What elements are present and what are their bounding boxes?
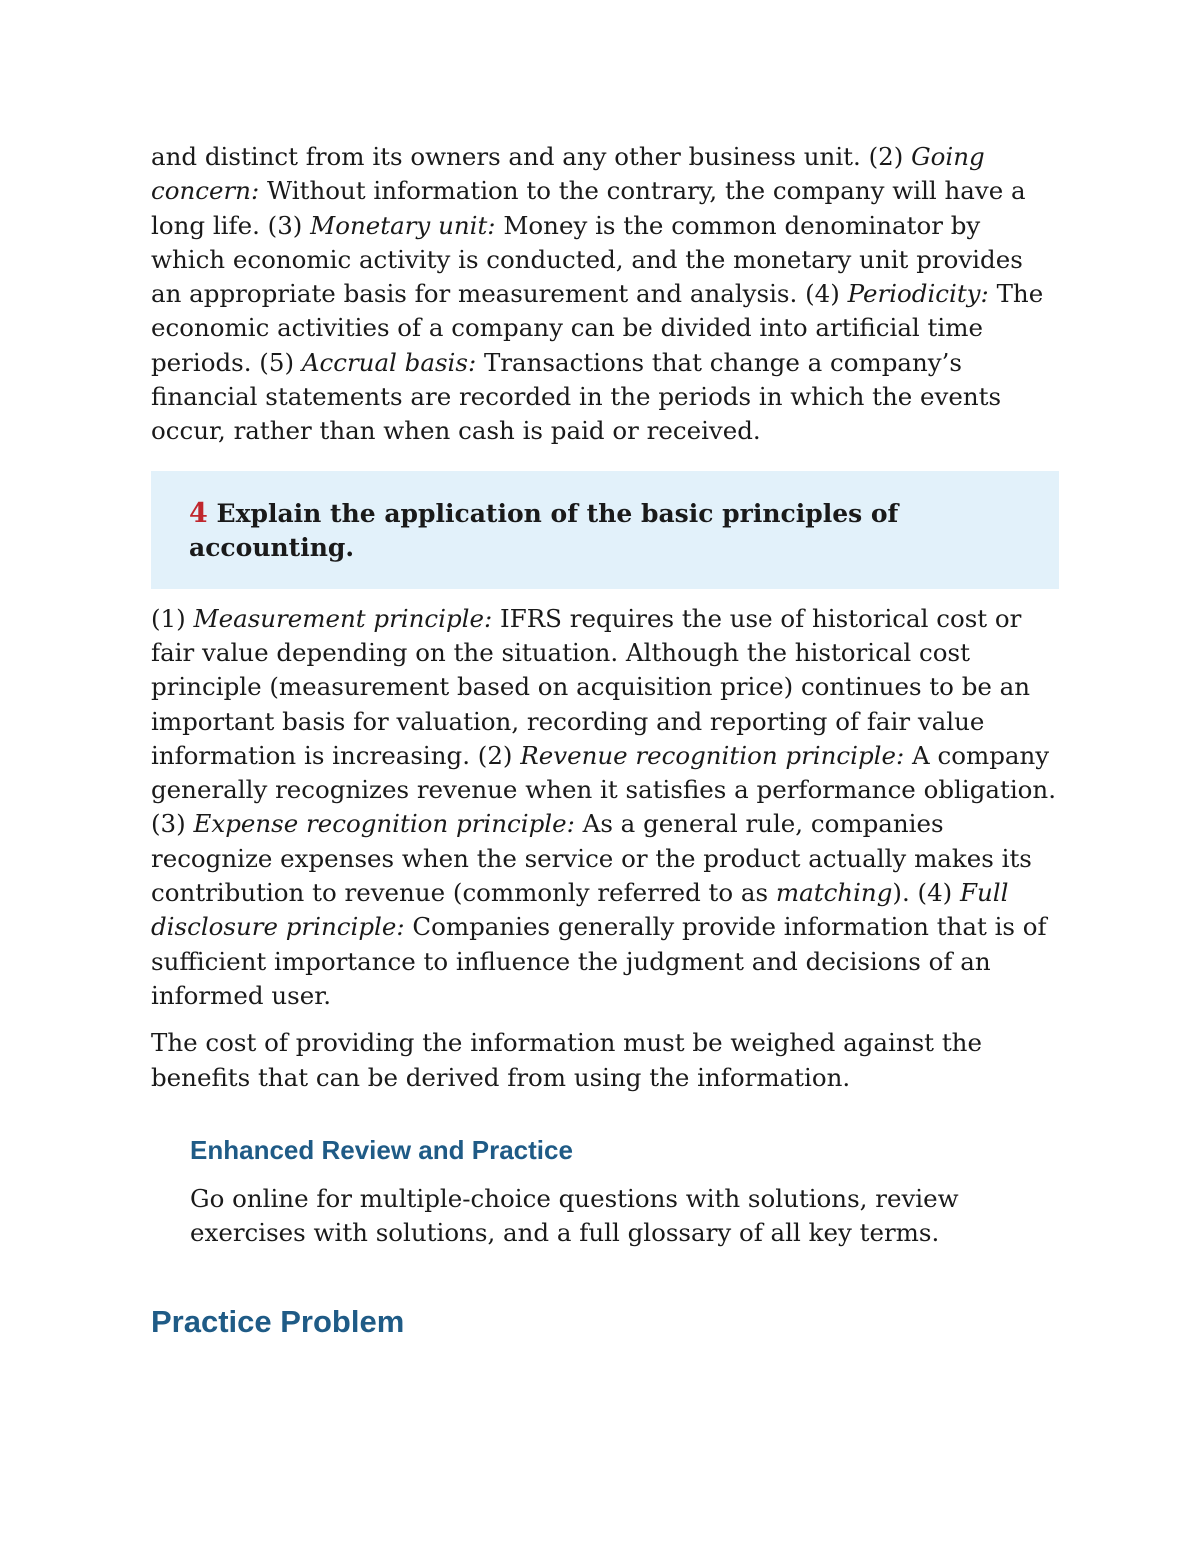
text-run: Money is the common denominator by which economic activity is conducted, and the monetary unit provides an appropriate basis for measurement and analysis. (4)	[151, 210, 1023, 309]
term-measurement-principle: Measurement principle:	[193, 603, 493, 633]
text-run: A company generally recognizes revenue when it satisfies a performance obligation. (3)	[151, 740, 1056, 839]
page-content	[151, 140, 1059, 1342]
term-periodicity: Periodicity:	[847, 279, 989, 309]
text-run: Without information to the contrary, the company will have a long life. (3)	[151, 176, 1026, 240]
assumptions-paragraph	[151, 140, 1059, 449]
review-heading: Enhanced Review and Practice	[190, 1134, 573, 1165]
term-accrual-basis: Accrual basis:	[301, 347, 477, 377]
cost-constraint-paragraph: The cost of providing the information must be weighed against the benefits that can be derived from using the information.	[151, 1028, 982, 1092]
text-run: (1)	[151, 603, 194, 633]
text-run: ). (4)	[892, 878, 961, 908]
learning-objective-title: Explain the application of the basic principles of accounting.	[189, 498, 899, 562]
term-matching: matching	[775, 878, 893, 908]
learning-objective-number: 4	[189, 497, 208, 529]
review-section	[190, 1134, 1059, 1251]
term-full-disclosure: Full disclosure principle:	[151, 878, 1009, 942]
term-monetary-unit: Monetary unit:	[310, 210, 496, 240]
term-revenue-recognition: Revenue recognition principle:	[520, 740, 905, 770]
text-run: Transactions that change a company’s financial statements are recorded in the periods in which the events occur, rather than when cash is paid or received.	[151, 347, 1002, 446]
section-title: Practice Problem	[151, 1304, 405, 1340]
learning-objective-heading	[189, 497, 1021, 565]
principles-paragraph	[151, 602, 1059, 1014]
term-going-concern: Going concern:	[151, 142, 985, 206]
text-run: and distinct from its owners and any other business unit. (2)	[151, 142, 912, 171]
text-run: IFRS requires the use of historical cost or fair value depending on the situation. Although the historical cost principle (measurement based on acquisition price) continues to be an important basis for valuation, recording and reporting of fair value information is increasing. (2)	[151, 603, 1031, 770]
review-text: Go online for multiple-choice questions with solutions, review exercises with solutions, and a full glossary of all key terms.	[190, 1183, 959, 1248]
text-run: As a general rule, companies recognize expenses when the service or the product actually makes its contribution to revenue (commonly referred to as	[151, 809, 1032, 908]
text-run: The economic activities of a company can be divided into artificial time periods. (5)	[151, 279, 1044, 377]
text-run: Companies generally provide information that is of sufficient importance to influence the judgment and decisions of an informed user.	[151, 912, 1047, 1010]
term-expense-recognition: Expense recognition principle:	[193, 809, 575, 839]
learning-objective-box	[151, 471, 1059, 589]
